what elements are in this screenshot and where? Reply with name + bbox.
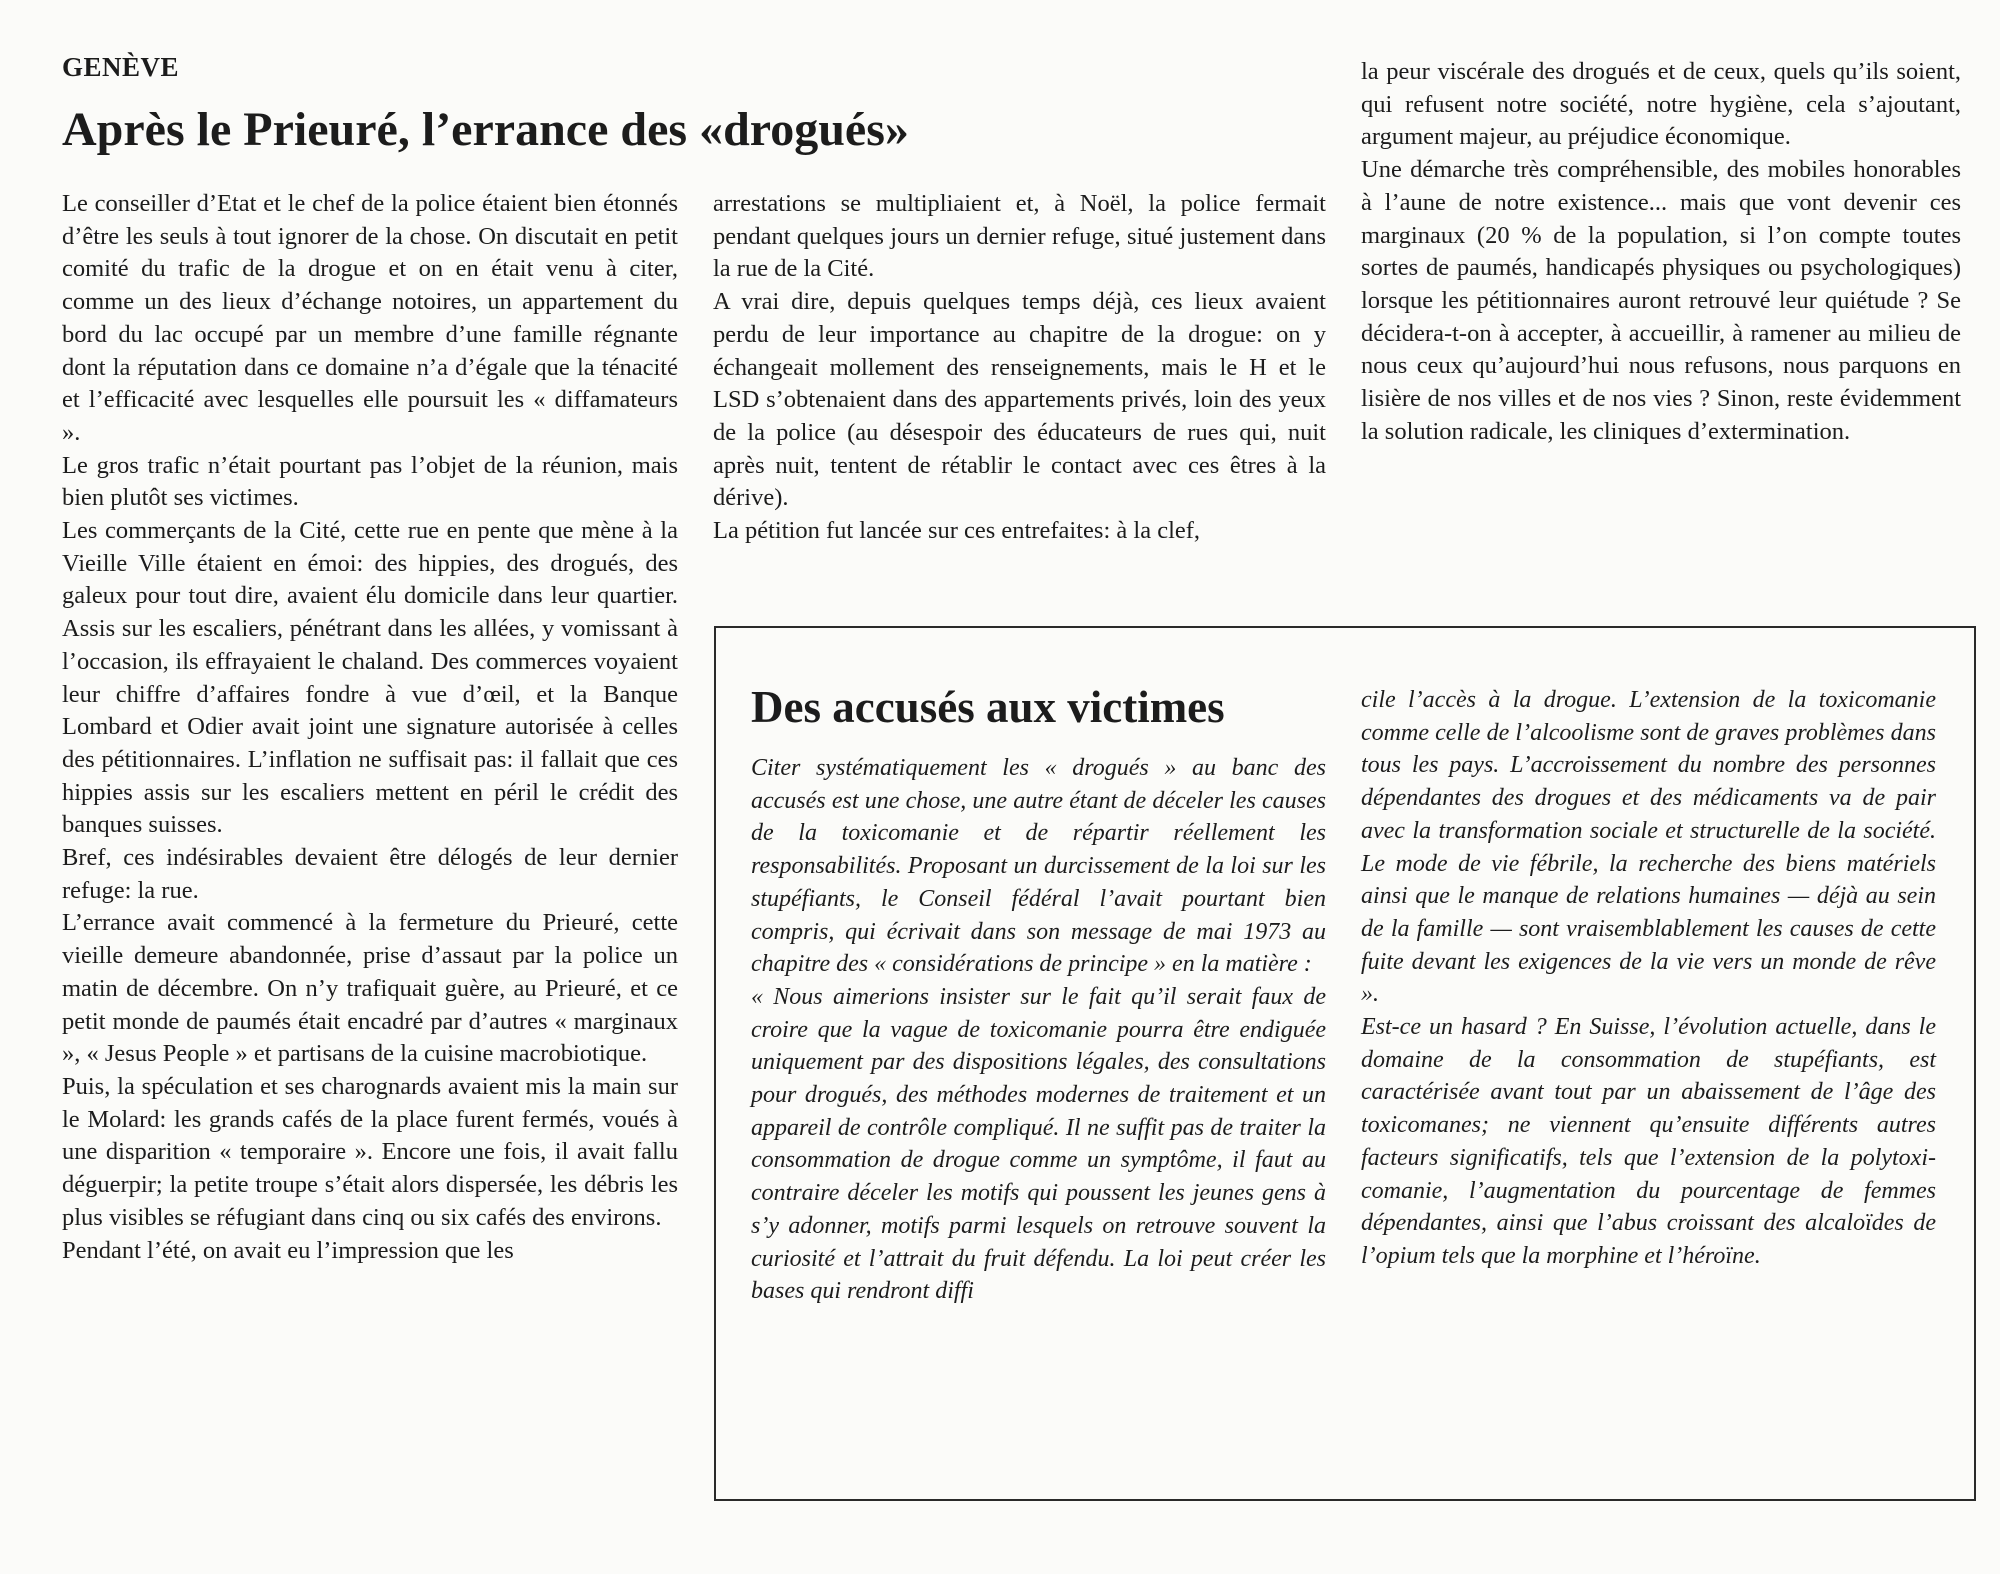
paragraph: « Nous aimerions insister sur le fait qu’il serait faux de croire que la vague de toxicomanie pourra être endiguée uniquement par des dispositions légales, des consultations pour drogués, des méthodes modernes de traitement et un appareil de contrôle compliqué. Il ne suffit pas de traiter la consommation de drogue comme un symptôme, il faut au contraire déceler les motifs qui poussent les jeunes gens à s’y adonner, motifs parmi lesquels on retrouve souvent la curiosité et l’attrait du fruit défendu. La loi peut créer les bases qui rendront diffi <box>751 983 1326 1305</box>
paragraph: L’errance avait commencé à la fermeture du Prieuré, cette vieille demeure abandonnée, prise d’assaut par la police un matin de décembre. On n’y trafiquait guère, au Prieuré, et ce petit monde de paumés était encadré par d’autres « marginaux », « Jesus People » et partisans de la cuisine macrobiotique. <box>62 909 678 1068</box>
paragraph: Le gros trafic n’était pourtant pas l’objet de la réunion, mais bien plutôt ses victimes. <box>62 451 678 512</box>
paragraph: Puis, la spéculation et ses charognards avaient mis la main sur le Molard: les grands cafés de la place furent fermés, voués à une disparition « temporaire ». Encore une fois, il avait fallu déguerpir; la petite troupe s’était alors dispersée, les débris les plus visibles se réfugiant dans cinq ou six cafés des environs. <box>62 1072 678 1231</box>
paragraph: Pendant l’été, on avait eu l’impression que les <box>62 1236 514 1264</box>
paragraph: Citer systématiquement les « drogués » au banc des accusés est une chose, une autre étant de déceler les causes de la toxicomanie et de répartir réellement les responsabilités. Proposant un durcissement de la loi sur les stupéfiants, le Conseil fédéral l’avait pourtant bien compris, qui écrivait dans son message de mai 1973 au chapitre des « considérations de principe » en la matière : <box>751 755 1326 978</box>
paragraph: Une démarche très compréhensible, des mobiles honorables à l’aune de notre existence... mais que vont devenir ces marginaux (20 % de la population, si l’on compte toutes sortes de paumés, handicapés physiques ou psychologiques) lorsque les pétitionnaires auront retrouvé leur quiétude ? Se décidera-t-on à accepter, à accueillir, à ramener au milieu de nous ceux qu’aujourd’hui nous refusons, nous parquons en lisière de nos villes et de nos vies ? Sinon, reste évidemment la solution radicale, les cliniques d’extermination. <box>1361 156 1961 445</box>
paragraph: arrestations se multipliaient et, à Noël, la police fermait pendant quelques jours un dernier refuge, situé justement dans la rue de la Cité. <box>713 190 1326 283</box>
article-column-2 <box>713 188 1326 548</box>
article-column-3 <box>1361 56 1961 448</box>
paragraph: La pétition fut lancée sur ces entrefaites: à la clef, <box>713 517 1201 545</box>
sidebar-column-2 <box>1361 684 1936 1273</box>
paragraph: A vrai dire, depuis quelques temps déjà, ces lieux avaient perdu de leur importance au chapitre de la drogue: on y échangeait mollement des renseignements, mais le H et le LSD s’obtenaient dans des appartements privés, loin des yeux de la police (au désespoir des éducateurs de rues qui, nuit après nuit, tentent de rétablir le contact avec ces êtres à la dérive). <box>713 288 1326 512</box>
paragraph: la peur viscérale des drogués et de ceux, quels qu’ils soient, qui refusent notre société, notre hygiène, cela s’ajoutant, argument majeur, au préjudice économique. <box>1361 58 1961 151</box>
paragraph: Les commerçants de la Cité, cette rue en pente que mène à la Vieille Ville étaient en émoi: des hippies, des drogués, des galeux pour tout dire, avaient élu domicile dans leur quartier. Assis sur les escaliers, pénétrant dans les allées, y vomissant à l’occasion, ils effrayaient le chaland. Des commerces voyaient leur chiffre d’affaires fondre à vue d’œil, et la Banque Lombard et Odier avait joint une signature autorisée à celles des pétitionnaires. L’inflation ne suffisait pas: il fallait que ces hippies assis sur les escaliers mettent en péril le crédit des banques suisses. <box>62 517 678 839</box>
paragraph: Le conseiller d’Etat et le chef de la police étaient bien étonnés d’être les seuls à tout ignorer de la chose. On discutait en petit comité du trafic de la drogue et on en était venu à citer, comme un des lieux d’échange notoires, un appartement du bord du lac occupé par un membre d’une famille régnante dont la réputation dans ce domaine n’a d’égale que la ténacité et l’efficacité avec lesquelles elle poursuit les « diffamateurs ». <box>62 190 678 446</box>
sidebar-column-1 <box>751 752 1326 1308</box>
sidebar-box <box>714 626 1976 1501</box>
article-column-1 <box>62 188 678 1267</box>
article-headline: Après le Prieuré, l’errance des «drogués» <box>62 103 909 156</box>
paragraph: Bref, ces indésirables devaient être délogés de leur dernier refuge: la rue. <box>62 844 678 904</box>
sidebar-headline: Des accusés aux victimes <box>751 682 1225 732</box>
paragraph: cile l’accès à la drogue. L’extension de la toxicomanie comme celle de l’alcoolisme sont de graves problèmes dans tous les pays. L’accroissement du nombre des personnes dépendantes des drogues et des médicaments va de pair avec la transformation sociale et structurelle de la société. Le mode de vie fébrile, la recherche des biens matériels ainsi que le manque de relations humaines — déjà au sein de la famille — sont vraisemblablement les causes de cette fuite devant les exigences de la vie vers un monde de rêve ». <box>1361 687 1936 1008</box>
paragraph: Est-ce un hasard ? En Suisse, l’évolution actuelle, dans le domaine de la consommation de stupéfiants, est caractérisée avant tout par un abaissement de l’âge des toxicomanes; ne viennent qu’ensuite différents autres facteurs significatifs, tels que l’extension de la polytoxicomanie, l’augmentation du pourcentage de femmes dépendantes, ainsi que l’abus croissant des alcaloïdes de l’opium tels que la morphine et l’héroïne. <box>1361 1014 1936 1269</box>
section-label: GENÈVE <box>62 52 180 82</box>
